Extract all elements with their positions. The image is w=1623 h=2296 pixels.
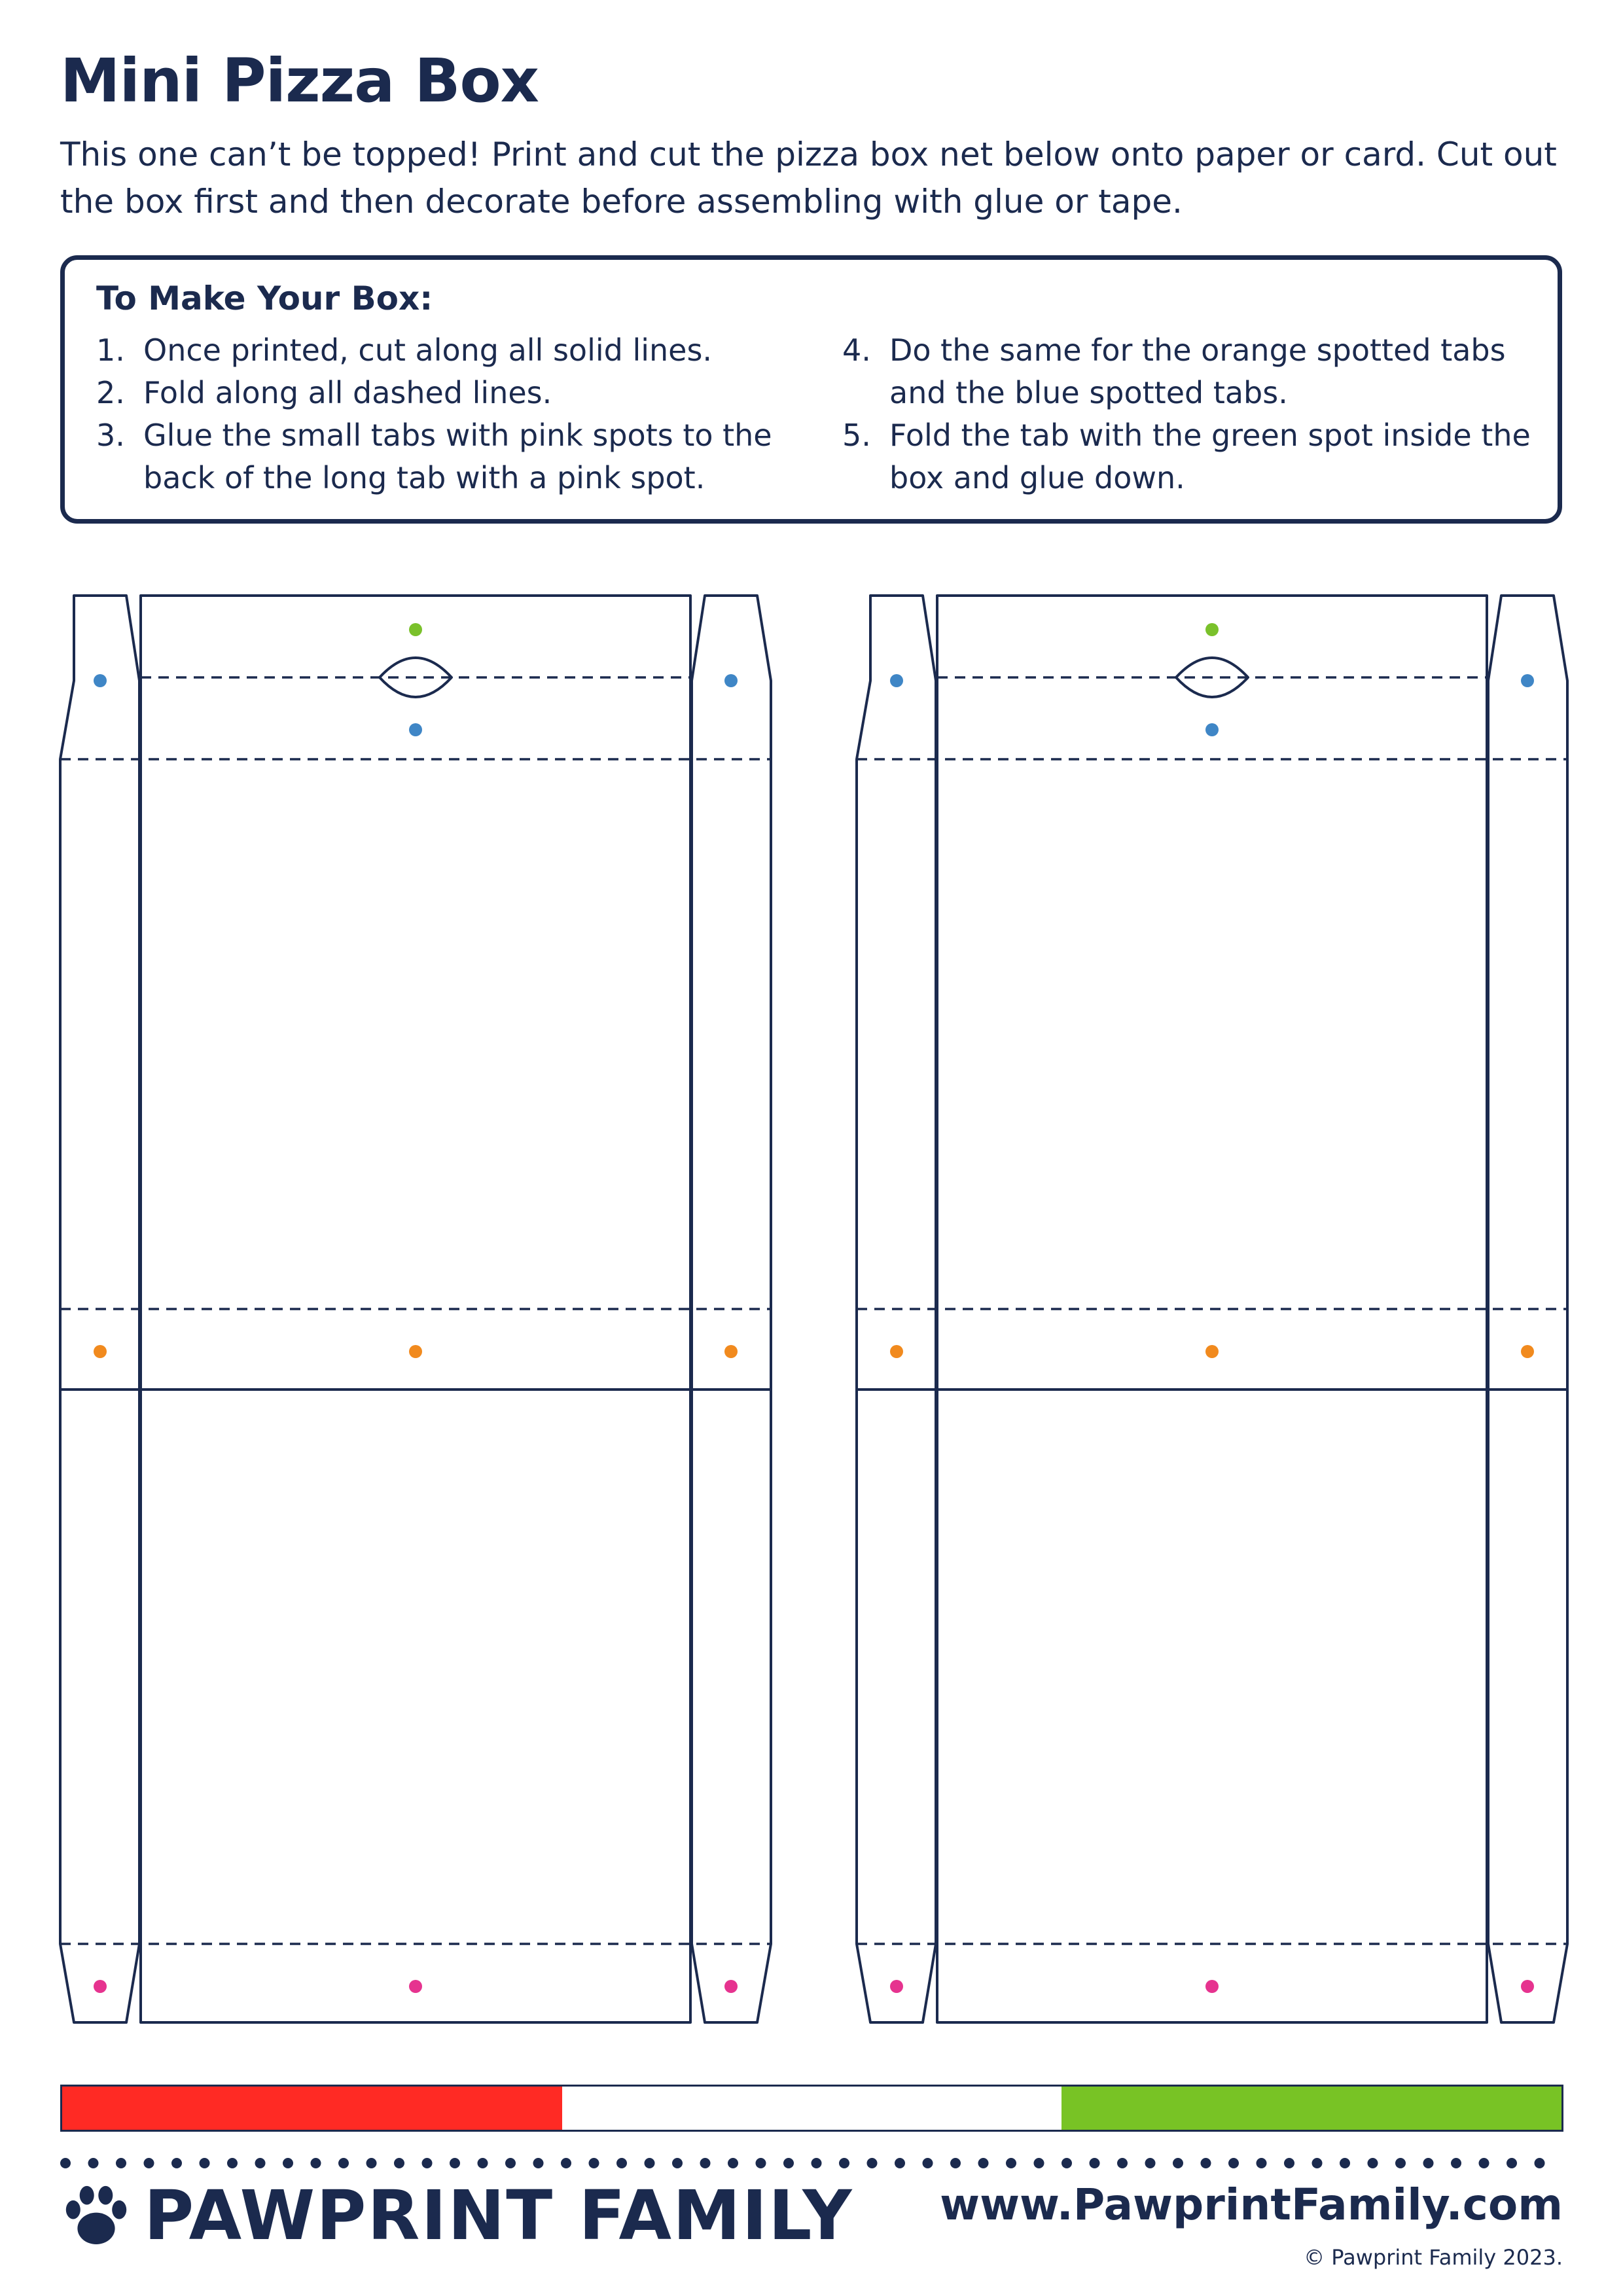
- divider-dot: [450, 2158, 460, 2168]
- divider-dot: [1368, 2158, 1378, 2168]
- orange-spot-marker: [1205, 1345, 1219, 1358]
- divider-dot: [672, 2158, 683, 2168]
- blue-spot-marker: [724, 674, 738, 687]
- step-number: 2.: [96, 375, 125, 410]
- divider-dot: [283, 2158, 293, 2168]
- divider-dot: [1034, 2158, 1044, 2168]
- divider-dot: [200, 2158, 210, 2168]
- divider-dot: [422, 2158, 433, 2168]
- divider-dot: [311, 2158, 321, 2168]
- divider-dot: [756, 2158, 766, 2168]
- step-number: 5.: [842, 418, 871, 453]
- divider-dot: [1173, 2158, 1183, 2168]
- divider-dot: [895, 2158, 905, 2168]
- divider-dot: [561, 2158, 571, 2168]
- dotted-divider: [60, 2157, 1565, 2170]
- flag-red-stripe: [62, 2087, 562, 2130]
- orange-spot-marker: [94, 1345, 107, 1358]
- divider-dot: [923, 2158, 933, 2168]
- divider-dot: [1535, 2158, 1545, 2168]
- pink-spot-marker: [94, 1980, 107, 1993]
- orange-spot-marker: [1521, 1345, 1534, 1358]
- divider-dot: [505, 2158, 516, 2168]
- intro-text: This one can’t be topped! Print and cut the pizza box net below onto paper or card. Cut out the box first and then decorate before assembling with glue or tape.: [60, 135, 1557, 221]
- divider-dot: [728, 2158, 738, 2168]
- green-spot-marker: [1205, 623, 1219, 636]
- divider-dot: [1117, 2158, 1128, 2168]
- divider-dot: [338, 2158, 349, 2168]
- divider-dot: [1507, 2158, 1517, 2168]
- divider-dot: [533, 2158, 544, 2168]
- divider-dot: [171, 2158, 182, 2168]
- divider-dot: [867, 2158, 878, 2168]
- divider-dot: [227, 2158, 238, 2168]
- divider-dot: [1145, 2158, 1156, 2168]
- divider-dot: [116, 2158, 126, 2168]
- flag-white-stripe: [562, 2087, 1062, 2130]
- divider-dot: [700, 2158, 711, 2168]
- divider-dot: [60, 2158, 71, 2168]
- divider-dot: [1201, 2158, 1211, 2168]
- blue-spot-marker: [1521, 674, 1534, 687]
- pizza-box-net-left: [60, 596, 771, 2022]
- step-text: Fold the tab with the green spot inside the box and glue down.: [889, 418, 1531, 495]
- divider-dot: [978, 2158, 989, 2168]
- orange-spot-marker: [890, 1345, 903, 1358]
- orange-spot-marker: [724, 1345, 738, 1358]
- step-text: Fold along all dashed lines.: [143, 375, 552, 410]
- green-spot-marker: [409, 623, 422, 636]
- divider-dot: [616, 2158, 627, 2168]
- flag-green-stripe: [1061, 2087, 1561, 2130]
- divider-dot: [950, 2158, 961, 2168]
- divider-dot: [1090, 2158, 1100, 2168]
- divider-dot: [88, 2158, 99, 2168]
- website-link[interactable]: www.PawprintFamily.com: [940, 2179, 1563, 2230]
- blue-spot-marker: [1205, 723, 1219, 736]
- divider-dot: [589, 2158, 599, 2168]
- copyright-text: © Pawprint Family 2023.: [1304, 2245, 1563, 2270]
- blue-spot-marker: [409, 723, 422, 736]
- step-number: 3.: [96, 418, 125, 453]
- divider-dot: [144, 2158, 154, 2168]
- step-text: Once printed, cut along all solid lines.: [143, 332, 713, 368]
- pizza-box-net-right: [857, 596, 1567, 2022]
- step-number: 1.: [96, 332, 125, 368]
- divider-dot: [1340, 2158, 1350, 2168]
- divider-dot: [1423, 2158, 1434, 2168]
- paw-print-icon: [60, 2179, 132, 2251]
- divider-dot: [255, 2158, 266, 2168]
- pink-spot-marker: [409, 1980, 422, 1993]
- divider-dot: [645, 2158, 655, 2168]
- blue-spot-marker: [890, 674, 903, 687]
- italian-flag-stripe: [60, 2085, 1563, 2132]
- step-text: Do the same for the orange spotted tabs and the blue spotted tabs.: [889, 332, 1506, 410]
- divider-dot: [812, 2158, 822, 2168]
- divider-dot: [783, 2158, 794, 2168]
- step-number: 4.: [842, 332, 871, 368]
- divider-dot: [1395, 2158, 1406, 2168]
- step-text: Glue the small tabs with pink spots to the back of the long tab with a pink spot.: [143, 418, 772, 495]
- page-title: Mini Pizza Box: [60, 46, 539, 116]
- brand-name: PAWPRINT FAMILY: [144, 2176, 853, 2255]
- pink-spot-marker: [890, 1980, 903, 1993]
- divider-dot: [1228, 2158, 1239, 2168]
- divider-dot: [1257, 2158, 1267, 2168]
- divider-dot: [366, 2158, 377, 2168]
- pawprint-family-logo: [60, 2173, 853, 2258]
- divider-dot: [1006, 2158, 1016, 2168]
- pink-spot-marker: [724, 1980, 738, 1993]
- divider-dot: [394, 2158, 404, 2168]
- pink-spot-marker: [1521, 1980, 1534, 1993]
- divider-dot: [1479, 2158, 1489, 2168]
- blue-spot-marker: [94, 674, 107, 687]
- divider-dot: [839, 2158, 849, 2168]
- pink-spot-marker: [1205, 1980, 1219, 1993]
- divider-dot: [1451, 2158, 1461, 2168]
- instructions-heading: To Make Your Box:: [96, 279, 433, 317]
- divider-dot: [1061, 2158, 1072, 2168]
- orange-spot-marker: [409, 1345, 422, 1358]
- divider-dot: [1284, 2158, 1294, 2168]
- divider-dot: [478, 2158, 488, 2168]
- divider-dot: [1312, 2158, 1323, 2168]
